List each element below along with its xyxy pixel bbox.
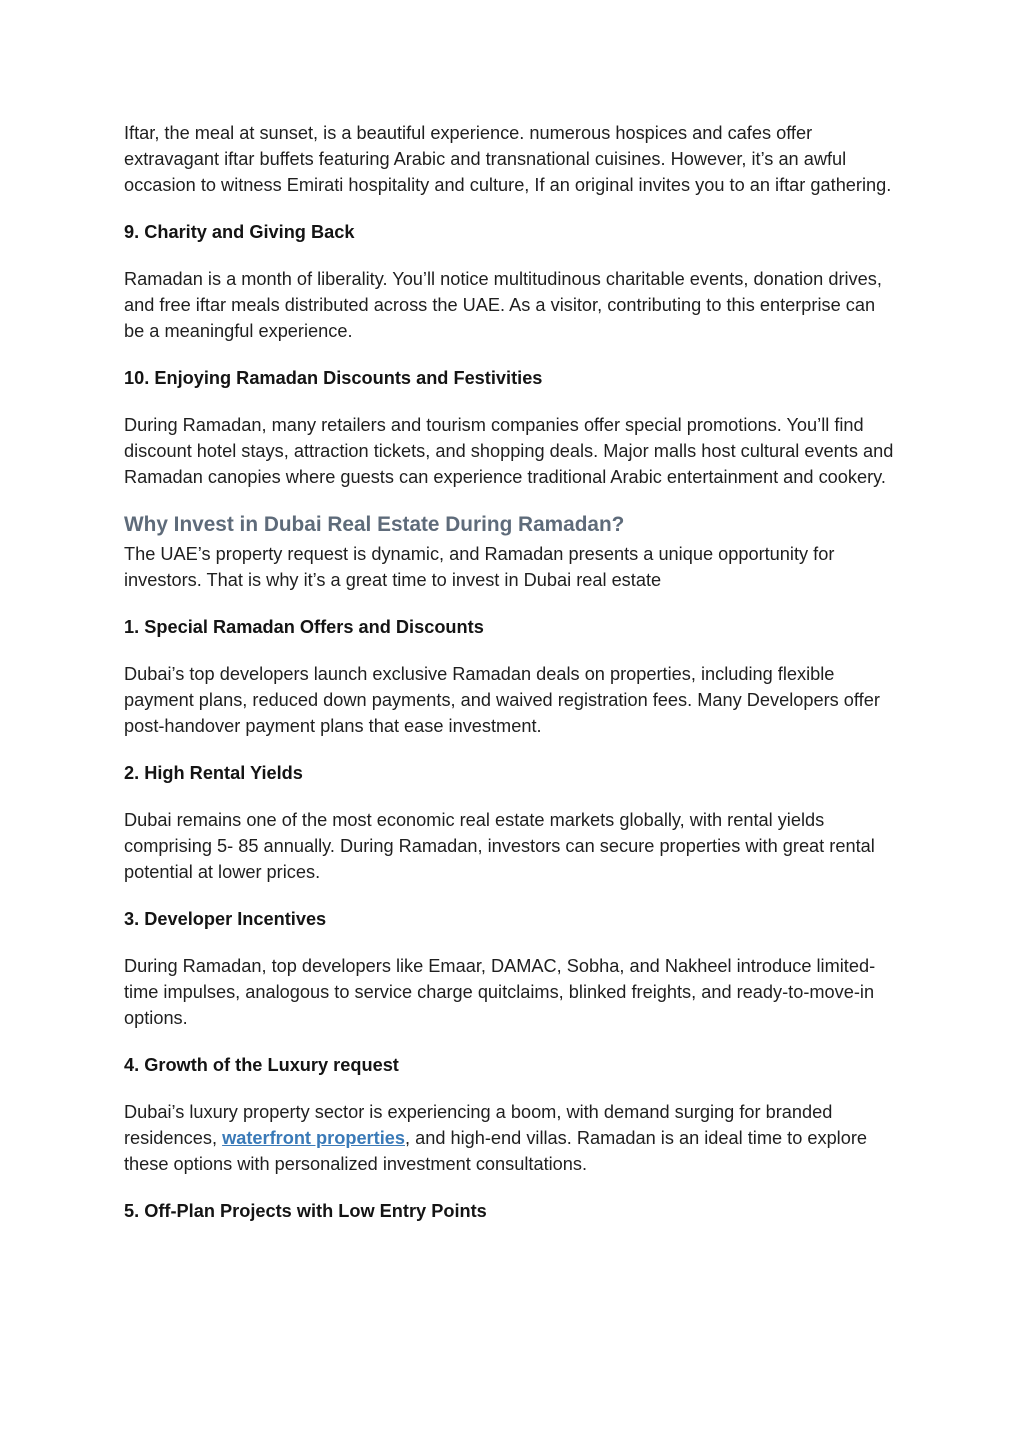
heading-special-offers: 1. Special Ramadan Offers and Discounts (124, 617, 484, 637)
section-intro: The UAE’s property request is dynamic, and Ramadan presents a unique opportunity for investors. That is why it’s a great time to invest in Dubai real estate (124, 544, 835, 590)
iftar-paragraph: Iftar, the meal at sunset, is a beautiful experience. numerous hospices and cafes offer extravagant iftar buffets featuring Arabic and transnational cuisines. However, it’s an awful occasion to witness Emirati hospitality and culture, If an original invites you to an iftar gathering. (124, 123, 892, 195)
section-title: Why Invest in Dubai Real Estate During Ramadan? (124, 513, 625, 536)
paragraph-charity: Ramadan is a month of liberality. You’ll notice multitudinous charitable events, donation drives, and free iftar meals distributed across the UAE. As a visitor, contributing to this enterprise can be a meaningful experience. (124, 269, 882, 341)
heading-rental-yields: 2. High Rental Yields (124, 763, 303, 783)
heading-discounts-festivities: 10. Enjoying Ramadan Discounts and Festivities (124, 368, 543, 388)
paragraph-luxury-growth (124, 1099, 900, 1177)
document-page (124, 120, 900, 1224)
paragraph-discounts-festivities: During Ramadan, many retailers and tourism companies offer special promotions. You’ll find discount hotel stays, attraction tickets, and shopping deals. Major malls host cultural events and Ramadan canopies where guests can experience traditional Arabic entertainment and cookery. (124, 415, 894, 487)
luxury-text-after: , and high-end villas. Ramadan is an ideal time to explore these options with personalized investment consultations. (124, 1128, 868, 1174)
heading-developer-incentives: 3. Developer Incentives (124, 909, 327, 929)
waterfront-properties-link[interactable]: waterfront properties (222, 1128, 405, 1148)
luxury-text-before: Dubai’s luxury property sector is experiencing a boom, with demand surging for branded residences, (124, 1102, 833, 1148)
heading-charity: 9. Charity and Giving Back (124, 222, 355, 242)
paragraph-special-offers: Dubai’s top developers launch exclusive Ramadan deals on properties, including flexible payment plans, reduced down payments, and waived registration fees. Many Developers offer post-handover payment plans that ease investment. (124, 664, 880, 736)
heading-off-plan: 5. Off-Plan Projects with Low Entry Points (124, 1201, 487, 1221)
paragraph-developer-incentives: During Ramadan, top developers like Emaar, DAMAC, Sobha, and Nakheel introduce limited-time impulses, analogous to service charge quitclaims, blinked freights, and ready-to-move-in options. (124, 956, 876, 1028)
paragraph-rental-yields: Dubai remains one of the most economic real estate markets globally, with rental yields comprising 5- 85 annually. During Ramadan, investors can secure properties with great rental potential at lower prices. (124, 810, 875, 882)
heading-luxury-growth: 4. Growth of the Luxury request (124, 1055, 399, 1075)
